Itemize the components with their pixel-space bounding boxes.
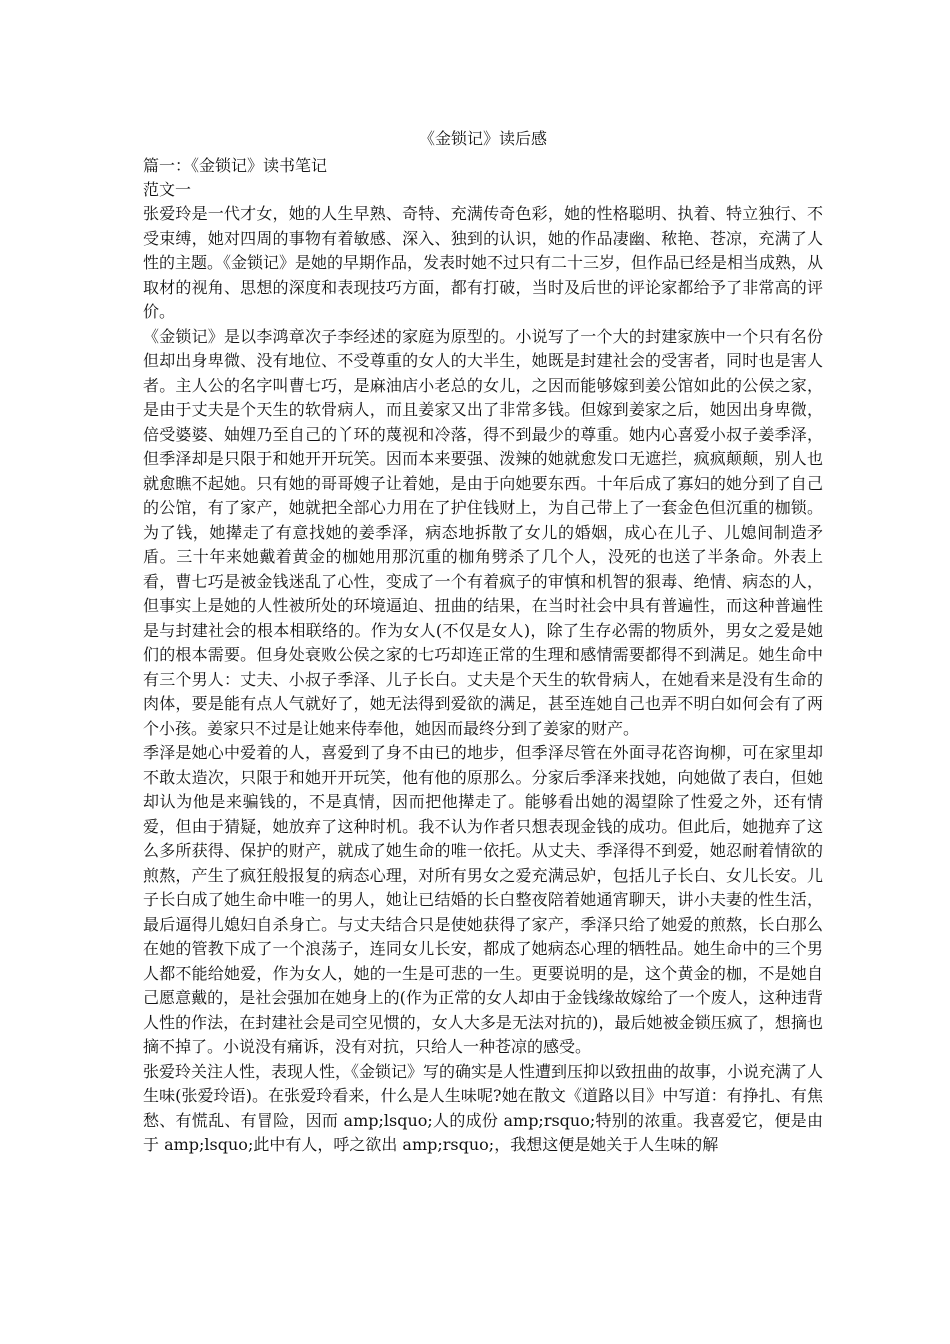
section-heading: 篇一：《金锁记》读书笔记 xyxy=(143,156,328,175)
sub-heading: 范文一 xyxy=(143,180,192,199)
document-title: 《金锁记》读后感 xyxy=(418,129,547,148)
paragraph-2: 《金锁记》是以李鸿章次子李经述的家庭为原型的。小说写了一个大的封建家族中一个只有名份但却出身卑微、没有地位、不受尊重的女人的大半生，她既是封建社会的受害者，同时也是害人者。主人公的名字叫曹七巧，是麻油店小老总的女儿，之因而能够嫁到姜公馆如此的公侯之家，是由于丈夫是个天生的软骨病人，而且姜家又出了非常多钱。但嫁到姜家之后，她因出身卑微，倍受婆婆、妯娌乃至自己的丫环的蔑视和冷落，得不到最少的尊重。她内心喜爱小叔子姜季泽，但季泽却是只限于和她开开玩笑。因而本来要强、泼辣的她就愈发口无遮拦，疯疯颠颠，别人也就愈瞧不起她。只有她的哥哥嫂子让着她，是由于向她要东西。十年后成了寡妇的她分到了自己的公馆，有了家产，她就把全部心力用在了护住钱财上，为自己带上了一套金色但沉重的枷锁。为了钱，她撵走了有意找她的姜季泽，病态地拆散了女儿的婚姻，成心在儿子、儿媳间制造矛盾。三十年来她戴着黄金的枷她用那沉重的枷角劈杀了几个人，没死的也送了半条命。外表上看，曹七巧是被金钱迷乱了心性，变成了一个有着疯子的审慎和机智的狠毒、绝情、病态的人，但事实上是她的人性被所处的环境逼迫、扭曲的结果，在当时社会中具有普遍性，而这种普遍性是与封建社会的根本相联络的。作为女人(不仅是女人)，除了生存必需的物质外，男女之爱是她们的根本需要。但身处衰败公侯之家的七巧却连正常的生理和感情需要都得不到满足。她生命中有三个男人：丈夫、小叔子季泽、儿子长白。丈夫是个天生的软骨病人，在她看来是没有生命的肉体，要是能有点人气就好了，她无法得到爱欲的满足，甚至连她自己也弄不明白如何会有了两个小孩。姜家只不过是让她来侍奉他，她因而最终分到了姜家的财产。 xyxy=(143,326,823,738)
paragraph-1: 张爱玲是一代才女，她的人生早熟、奇特、充满传奇色彩，她的性格聪明、执着、特立独行、不受束缚，她对四周的事物有着敏感、深入、独到的认识，她的作品凄幽、秾艳、苍凉，充满了人性的主题。《金锁记》是她的早期作品，发表时她不过只有二十三岁，但作品已经是相当成熟，从取材的视角、思想的深度和表现技巧方面，都有打破，当时及后世的评论家都给予了非常高的评价。 xyxy=(143,204,824,321)
paragraph-4: 张爱玲关注人性，表现人性，《金锁记》写的确实是人性遭到压抑以致扭曲的故事，小说充满了人生味(张爱玲语)。在张爱玲看来，什么是人生味呢?她在散文《道路以目》中写道：有挣扎、有焦愁、有慌乱、有冒险，因而 amp;lsquo;人的成份 amp;rsquo;特别的浓重。我喜爱它，便是由于 amp;lsquo;此中有人，呼之欲出 amp;rsquo;，我想这便是她关于人生味的解 xyxy=(143,1061,824,1154)
paragraph-3: 季泽是她心中爱着的人，喜爱到了身不由已的地步，但季泽尽管在外面寻花咨询柳，可在家里却不敢太造次，只限于和她开开玩笑，他有他的原那么。分家后季泽来找她，向她做了表白，但她却认为他是来骗钱的，不是真情，因而把他撵走了。能够看出她的渴望除了性爱之外，还有情爱，但由于猜疑，她放弃了这种时机。我不认为作者只想表现金钱的成功。但此后，她抛弃了这么多所获得、保护的财产，就成了她生命的唯一依托。从丈夫、季泽得不到爱，她忍耐着情欲的煎熬，产生了疯狂般报复的病态心理，对所有男女之爱充满忌妒，包括儿子长白、女儿长安。儿子长白成了她生命中唯一的男人，她让已结婚的长白整夜陪着她通宵聊天，讲小夫妻的性生活，最后逼得儿媳妇自杀身亡。与丈夫结合只是使她获得了家产，季泽只给了她爱的煎熬，长白那么在她的管教下成了一个浪荡子，连同女儿长安，都成了她病态心理的牺牲品。她生命中的三个男人都不能给她爱，作为女人，她的一生是可悲的一生。更要说明的是，这个黄金的枷，不是她自己愿意戴的，是社会强加在她身上的(作为正常的女人却由于金钱缘故嫁给了一个废人，这种违背人性的作法，在封建社会是司空见惯的，女人大多是无法对抗的)，最后她被金锁压疯了，想摘也摘不掉了。小说没有痛诉，没有对抗，只给人一种苍凉的感受。 xyxy=(143,743,823,1056)
document-page xyxy=(143,128,823,1158)
